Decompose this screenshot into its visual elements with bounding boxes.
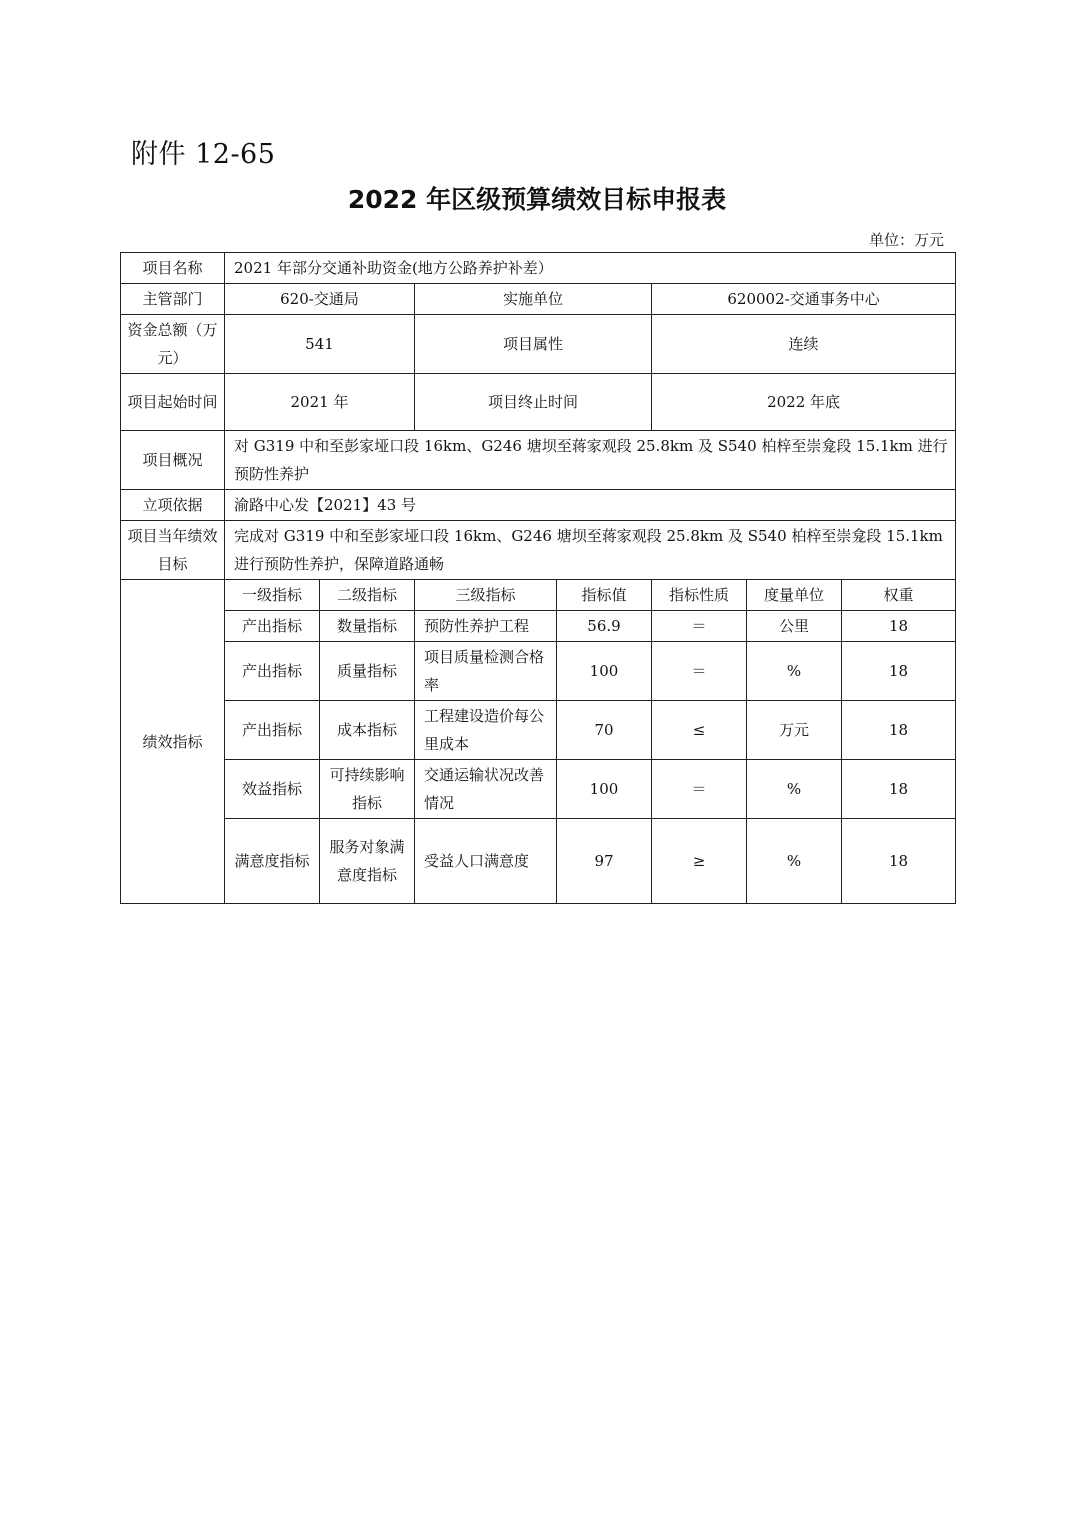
perf-cell: % xyxy=(747,819,842,904)
fund-label: 资金总额（万元） xyxy=(121,315,225,374)
budget-form-table xyxy=(120,252,956,904)
header-cell: 三级指标 xyxy=(415,580,557,611)
header-cell: 指标性质 xyxy=(652,580,747,611)
perf-cell: 可持续影响指标 xyxy=(320,760,415,819)
perf-label: 绩效指标 xyxy=(121,580,225,904)
perf-row xyxy=(121,760,956,819)
project-name-label: 项目名称 xyxy=(121,253,225,284)
perf-cell: 产出指标 xyxy=(225,642,320,701)
perf-cell: 数量指标 xyxy=(320,611,415,642)
impl-value: 620002-交通事务中心 xyxy=(652,284,956,315)
fund-value: 541 xyxy=(225,315,415,374)
goal-value: 完成对 G319 中和至彭家垭口段 16km、G246 塘坝至蒋家观段 25.8km 及 S540 柏梓至崇龛段 15.1km 进行预防性养护，保障道路通畅 xyxy=(225,521,956,580)
attachment-number: 附件 12-65 xyxy=(131,139,276,170)
perf-cell: 100 xyxy=(557,642,652,701)
perf-row xyxy=(121,701,956,760)
impl-label: 实施单位 xyxy=(415,284,652,315)
row-fund xyxy=(121,315,956,374)
perf-header-row xyxy=(121,580,956,611)
start-label: 项目起始时间 xyxy=(121,374,225,431)
row-project-name xyxy=(121,253,956,284)
header-cell: 二级指标 xyxy=(320,580,415,611)
perf-row xyxy=(121,642,956,701)
perf-cell: 效益指标 xyxy=(225,760,320,819)
basis-value: 渝路中心发【2021】43 号 xyxy=(225,490,956,521)
perf-cell: 交通运输状况改善情况 xyxy=(415,760,557,819)
perf-cell: 受益人口满意度 xyxy=(415,819,557,904)
perf-cell: 70 xyxy=(557,701,652,760)
perf-cell: 项目质量检测合格率 xyxy=(415,642,557,701)
perf-cell: ≥ xyxy=(652,819,747,904)
perf-row xyxy=(121,611,956,642)
perf-cell: 97 xyxy=(557,819,652,904)
overview-value: 对 G319 中和至彭家垭口段 16km、G246 塘坝至蒋家观段 25.8km 及 S540 柏梓至崇龛段 15.1km 进行预防性养护 xyxy=(225,431,956,490)
perf-cell: 18 xyxy=(842,760,956,819)
header-cell: 一级指标 xyxy=(225,580,320,611)
perf-cell: 成本指标 xyxy=(320,701,415,760)
page-title: 2022 年区级预算绩效目标申报表 xyxy=(347,185,727,214)
row-overview xyxy=(121,431,956,490)
goal-label: 项目当年绩效目标 xyxy=(121,521,225,580)
perf-cell: 工程建设造价每公里成本 xyxy=(415,701,557,760)
perf-cell: ＝ xyxy=(652,760,747,819)
perf-cell: 产出指标 xyxy=(225,701,320,760)
dept-label: 主管部门 xyxy=(121,284,225,315)
attr-label: 项目属性 xyxy=(415,315,652,374)
perf-cell: % xyxy=(747,760,842,819)
dept-value: 620-交通局 xyxy=(225,284,415,315)
perf-cell: 公里 xyxy=(747,611,842,642)
perf-cell: 万元 xyxy=(747,701,842,760)
perf-cell: ＝ xyxy=(652,611,747,642)
row-goal xyxy=(121,521,956,580)
row-department xyxy=(121,284,956,315)
perf-cell: 18 xyxy=(842,701,956,760)
start-value: 2021 年 xyxy=(225,374,415,431)
header-cell: 度量单位 xyxy=(747,580,842,611)
unit-note: 单位：万元 xyxy=(868,231,944,249)
perf-cell: ≤ xyxy=(652,701,747,760)
perf-cell: 服务对象满意度指标 xyxy=(320,819,415,904)
row-basis xyxy=(121,490,956,521)
project-name-value: 2021 年部分交通补助资金(地方公路养护补差） xyxy=(225,253,956,284)
perf-cell: ＝ xyxy=(652,642,747,701)
row-dates xyxy=(121,374,956,431)
perf-cell: % xyxy=(747,642,842,701)
perf-cell: 56.9 xyxy=(557,611,652,642)
perf-row xyxy=(121,819,956,904)
header-cell: 权重 xyxy=(842,580,956,611)
perf-cell: 质量指标 xyxy=(320,642,415,701)
basis-label: 立项依据 xyxy=(121,490,225,521)
perf-cell: 100 xyxy=(557,760,652,819)
perf-cell: 18 xyxy=(842,642,956,701)
header-cell: 指标值 xyxy=(557,580,652,611)
perf-cell: 预防性养护工程 xyxy=(415,611,557,642)
attr-value: 连续 xyxy=(652,315,956,374)
perf-cell: 满意度指标 xyxy=(225,819,320,904)
end-label: 项目终止时间 xyxy=(415,374,652,431)
perf-cell: 18 xyxy=(842,611,956,642)
perf-cell: 产出指标 xyxy=(225,611,320,642)
perf-cell: 18 xyxy=(842,819,956,904)
end-value: 2022 年底 xyxy=(652,374,956,431)
overview-label: 项目概况 xyxy=(121,431,225,490)
